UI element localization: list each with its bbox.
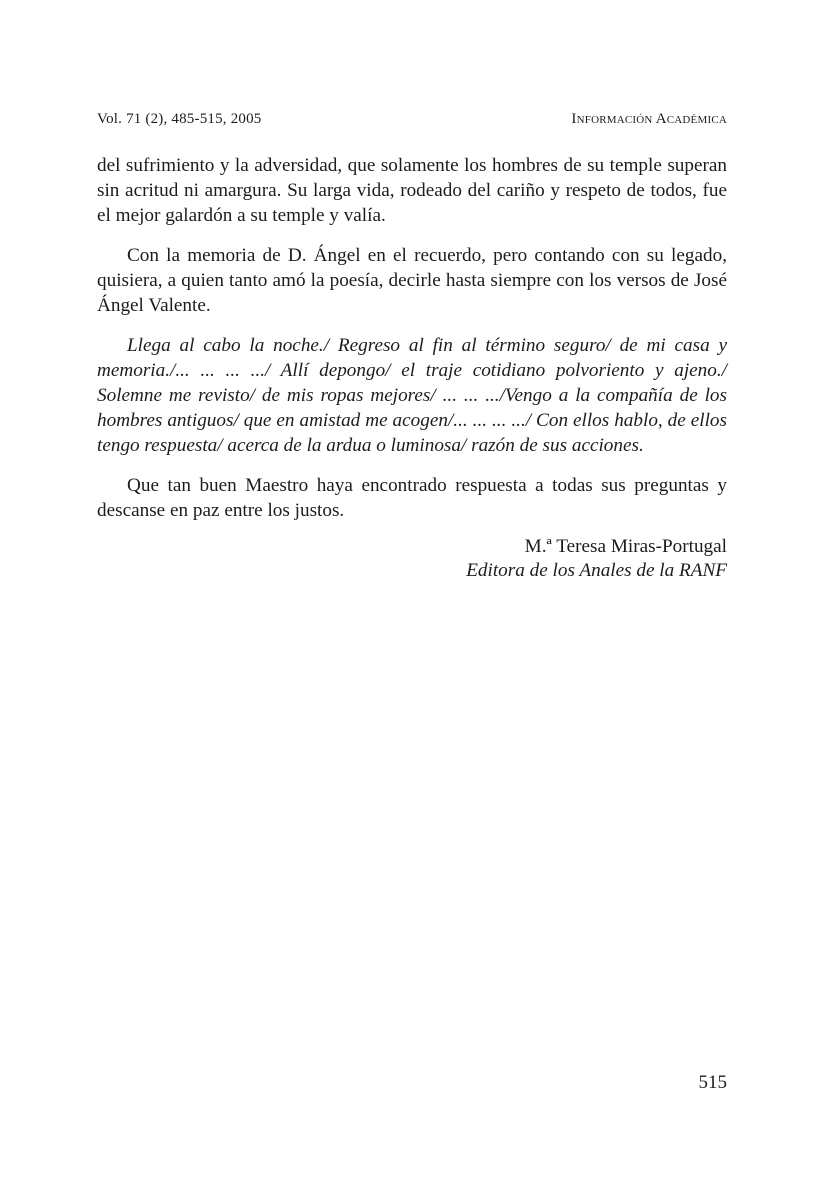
paragraph-memory: Con la memoria de D. Ángel en el recuerdo, pero contando con su legado, quisiera, a quien tanto amó la poesía, decirle hasta siempre con los versos de José Ángel Valente. (97, 245, 727, 316)
section-title: Información Académica (571, 111, 727, 127)
signature-block (327, 535, 727, 583)
paragraph-closing: Que tan buen Maestro haya encontrado respuesta a todas sus preguntas y descanse en paz entre los justos. (97, 475, 727, 521)
author-name: M.ª Teresa Miras-Portugal (524, 536, 727, 557)
author-role: Editora de los Anales de la RANF (466, 560, 727, 581)
paragraph-continuation: del sufrimiento y la adversidad, que solamente los hombres de su temple superan sin acritud ni amargura. Su larga vida, rodeado del cariño y respeto de todos, fue el mejor galardón a su temple y valía. (97, 155, 727, 226)
page-number: 515 (698, 1072, 727, 1093)
document-page (97, 0, 727, 1200)
article-body (97, 153, 727, 523)
journal-volume-reference: Vol. 71 (2), 485-515, 2005 (97, 111, 262, 127)
poem-quotation: Llega al cabo la noche./ Regreso al fin al término seguro/ de mi casa y memoria./... ... ... .../ Allí depongo/ el traje cotidiano polvoriento y ajeno./ Solemne me revisto/ de mis ropas mejores/ ... ... .../Vengo a la compañía de los hombres antiguos/ que en amistad me acogen/... ... ... .../ Con ellos hablo, de ellos tengo respuesta/ acerca de la ardua o luminosa/ razón de sus acciones. (97, 335, 727, 456)
running-header (97, 111, 727, 131)
